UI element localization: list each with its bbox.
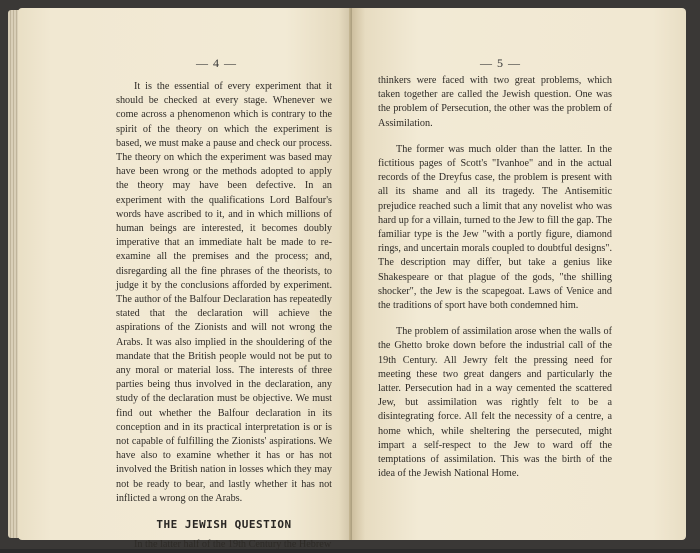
right-page-body <box>378 74 612 481</box>
paragraph: thinkers were faced with two great problems, which taken together are called the Jewish question. One was the problem of Persecution, the other was the problem of Assimilation. <box>378 75 612 129</box>
paragraph: The problem of assimilation arose when the walls of the Ghetto broke down before the industrial call of the 19th Century. All Jewry felt the pressing need for meeting these two great dangers and particularly the latter. Persecution had in a way cemented the scattered Jew, but assimilation was rightly felt to be a disintegrating force. All felt the necessity of a centre, a home which, while sheltering the persecuted, might impart a self-respect to the Jew to ward off the temptations of assimilation. This was the birth of the idea of the Jewish National Home. <box>378 326 612 480</box>
paragraph: The former was much older than the latter. In the fictitious pages of Scott's "Ivanhoe" and in the actual records of the Dreyfus case, the problem is present with all its shame and all its tragedy. The Antisemitic prejudice reached such a limit that any novelist who was hard up for a villain, turned to the Jew to fill the gap. The familiar type is the Jew "with a portly figure, diamond rings, and uncertain morals coupled to doubtful designs". The description may differ, but take a genius like Shakespeare or that plague of the gods, "the shilling shocker", the Jew is the scapegoat. Laws of Venice and the traditions of sport have both condemned him. <box>378 143 612 312</box>
left-page-body <box>116 80 332 553</box>
paragraph: In the latter half of the 19th Century the Hebrew <box>134 539 332 551</box>
section-heading: THE JEWISH QUESTION <box>156 518 292 532</box>
left-page <box>18 8 352 551</box>
paragraph: It is the essential of every experiment that it should be checked at every stage. Whenever we come across a phenomenon which is contrary to the spirit of the theory on which the experiment is based, we must make a pause and check our process. The theory on which the experiment was based may have been wrong or the methods adopted to apply the theory may have been defective. In an experiment with the qualifications Lord Balfour's words have ascribed to it, and in which millions of human beings are interested, it becomes doubly imperative that an immediate halt be made to re-examine all the premises and the process; and, disregarding all the fine phrases of the theorists, to judge it by the conclusions afforded by experiment. The author of the Balfour Declaration has repeatedly stated that the declaration will achieve the aspirations of the Zionists and will not wrong the Arabs. It was also implied in the shouldering of the mandate that the British people would not be put to any moral or material loss. The interests of three parties being thus involved in the declaration, any study of the declaration must be objective. We must find out whether the Balfour declaration in its conception and in its practical interpretation is or is not capable of fulfilling the Zionists' aspirations. We have also to examine whether it has or has not involved the British nation in losses which they may not be ready to bear, and lastly whether it has not inflicted a wrong on the Arabs. <box>116 81 332 504</box>
page-number-left: — 4 — <box>196 56 237 70</box>
page-number-right: — 5 — <box>480 56 521 70</box>
right-page <box>352 8 686 540</box>
